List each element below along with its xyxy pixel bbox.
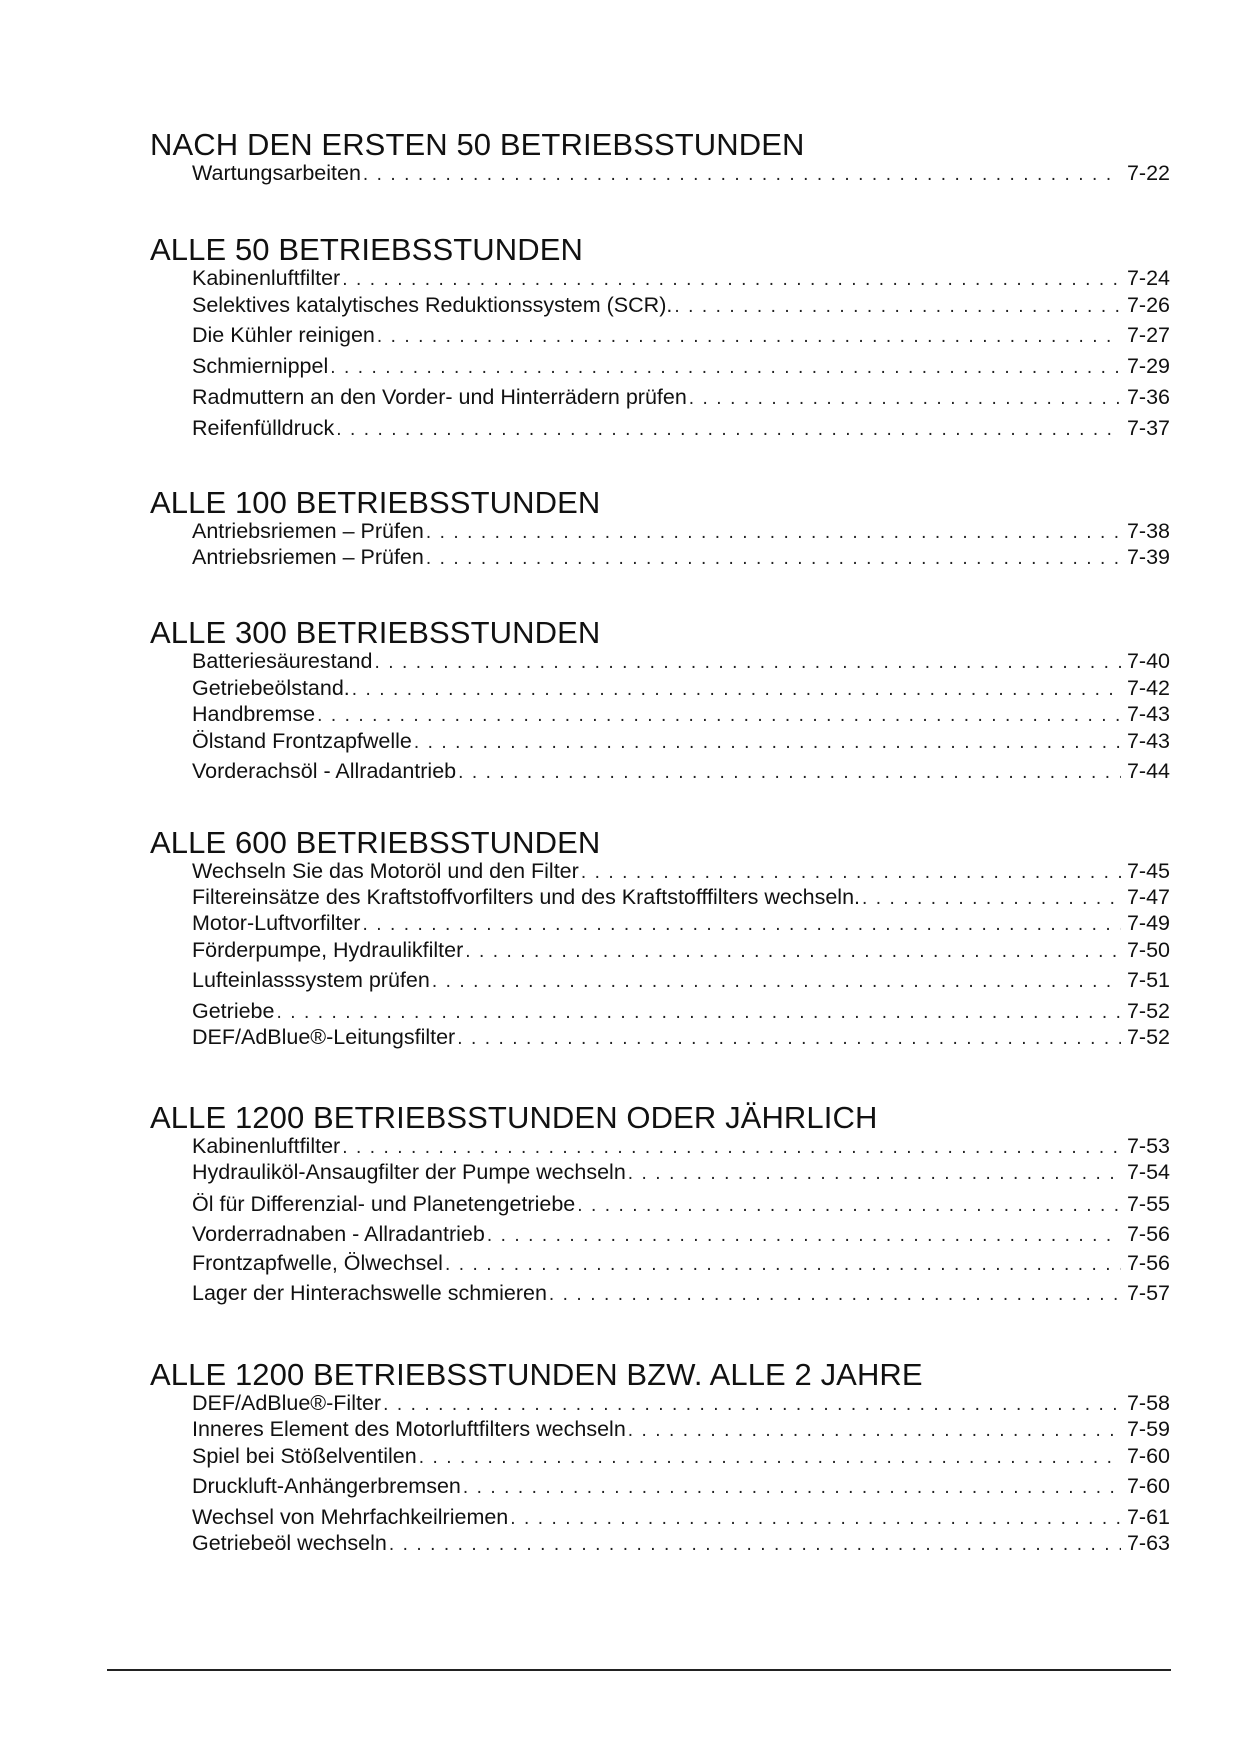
- entry-label: Batteriesäurestand: [192, 649, 373, 673]
- dot-leader: [628, 1161, 1121, 1187]
- entry-page-number: 7-38: [1126, 519, 1170, 543]
- dot-leader: [445, 1252, 1121, 1278]
- section-title: ALLE 100 BETRIEBSSTUNDEN: [150, 485, 601, 520]
- toc-entry[interactable]: [192, 701, 1170, 727]
- entry-page-number: 7-40: [1126, 649, 1170, 673]
- entry-page-number: 7-37: [1126, 416, 1170, 440]
- entry-page-number: 7-22: [1126, 161, 1170, 185]
- dot-leader: [510, 1506, 1121, 1532]
- entry-page-number: 7-43: [1126, 702, 1170, 726]
- entry-label: Wechsel von Mehrfachkeilriemen: [192, 1505, 509, 1529]
- entry-label: Vorderachsöl - Allradantrieb: [192, 759, 457, 783]
- toc-entry[interactable]: [192, 415, 1170, 441]
- toc-entry[interactable]: [192, 1250, 1170, 1276]
- entry-page-number: 7-60: [1126, 1474, 1170, 1498]
- dot-leader: [432, 969, 1121, 995]
- entry-label: Reifenfülldruck: [192, 416, 335, 440]
- entry-page-number: 7-53: [1126, 1134, 1170, 1158]
- entry-label: Lager der Hinterachswelle schmieren: [192, 1281, 547, 1305]
- dot-leader: [419, 1445, 1121, 1471]
- toc-entry[interactable]: [192, 1390, 1170, 1416]
- entry-label: Getriebeölstand.: [192, 676, 350, 700]
- dot-leader: [414, 730, 1121, 756]
- entry-page-number: 7-55: [1126, 1192, 1170, 1216]
- entry-page-number: 7-56: [1126, 1222, 1170, 1246]
- toc-entry[interactable]: [192, 858, 1170, 884]
- toc-entry[interactable]: [192, 1133, 1170, 1159]
- dot-leader: [342, 267, 1121, 293]
- entry-page-number: 7-59: [1126, 1417, 1170, 1441]
- entry-page-number: 7-27: [1126, 323, 1170, 347]
- entry-page-number: 7-49: [1126, 911, 1170, 935]
- toc-entry[interactable]: [192, 675, 1170, 701]
- entry-page-number: 7-56: [1126, 1251, 1170, 1275]
- toc-entry[interactable]: [192, 648, 1170, 674]
- toc-entry[interactable]: [192, 322, 1170, 348]
- toc-entry[interactable]: [192, 1416, 1170, 1442]
- entry-label: Antriebsriemen – Prüfen: [192, 545, 424, 569]
- dot-leader: [426, 520, 1121, 546]
- entry-label: Die Kühler reinigen: [192, 323, 375, 347]
- toc-entry[interactable]: [192, 728, 1170, 754]
- dot-leader: [465, 939, 1121, 965]
- dot-leader: [426, 546, 1121, 572]
- entry-label: Getriebe: [192, 999, 275, 1023]
- dot-leader: [362, 912, 1120, 938]
- entry-page-number: 7-44: [1126, 759, 1170, 783]
- dot-leader: [581, 860, 1121, 886]
- toc-entry[interactable]: [192, 518, 1170, 544]
- entry-page-number: 7-52: [1126, 999, 1170, 1023]
- toc-entry[interactable]: [192, 160, 1170, 186]
- dot-leader: [317, 703, 1121, 729]
- dot-leader: [363, 162, 1121, 188]
- entry-label: Lufteinlasssystem prüfen: [192, 968, 430, 992]
- entry-page-number: 7-58: [1126, 1391, 1170, 1415]
- dot-leader: [352, 677, 1121, 703]
- toc-entry[interactable]: [192, 1221, 1170, 1247]
- dot-leader: [577, 1193, 1121, 1219]
- entry-label: Antriebsriemen – Prüfen: [192, 519, 424, 543]
- table-of-contents: [150, 0, 1170, 1754]
- dot-leader: [487, 1223, 1121, 1249]
- entry-label: Radmuttern an den Vorder- und Hinterrädern prüfen: [192, 385, 687, 409]
- entry-label: Vorderradnaben - Allradantrieb: [192, 1222, 485, 1246]
- dot-leader: [862, 886, 1121, 912]
- entry-page-number: 7-54: [1126, 1160, 1170, 1184]
- dot-leader: [549, 1282, 1121, 1308]
- dot-leader: [342, 1135, 1121, 1161]
- entry-label: Wechseln Sie das Motoröl und den Filter: [192, 859, 579, 883]
- dot-leader: [389, 1532, 1121, 1558]
- entry-page-number: 7-57: [1126, 1281, 1170, 1305]
- entry-label: Kabinenluftfilter: [192, 266, 341, 290]
- entry-label: Frontzapfwelle, Ölwechsel: [192, 1251, 443, 1275]
- entry-label: Förderpumpe, Hydraulikfilter: [192, 938, 464, 962]
- toc-entry[interactable]: [192, 1443, 1170, 1469]
- entry-page-number: 7-43: [1126, 729, 1170, 753]
- dot-leader: [674, 294, 1121, 320]
- entry-label: Ölstand Frontzapfwelle: [192, 729, 412, 753]
- dot-leader: [377, 324, 1121, 350]
- entry-label: Öl für Differenzial- und Planetengetriebe: [192, 1192, 576, 1216]
- toc-entry[interactable]: [192, 292, 1170, 318]
- dot-leader: [383, 1392, 1121, 1418]
- section-title: ALLE 300 BETRIEBSSTUNDEN: [150, 615, 601, 650]
- footer-rule: [107, 1669, 1171, 1671]
- toc-entry[interactable]: [192, 1191, 1170, 1217]
- entry-page-number: 7-63: [1126, 1531, 1170, 1555]
- toc-entry[interactable]: [192, 967, 1170, 993]
- dot-leader: [628, 1418, 1121, 1444]
- section-title: ALLE 1200 BETRIEBSSTUNDEN ODER JÄHRLICH: [150, 1100, 878, 1135]
- entry-label: Getriebeöl wechseln: [192, 1531, 387, 1555]
- entry-page-number: 7-61: [1126, 1505, 1170, 1529]
- dot-leader: [463, 1475, 1121, 1501]
- toc-entry[interactable]: [192, 544, 1170, 570]
- entry-label: DEF/AdBlue®-Filter: [192, 1391, 382, 1415]
- toc-entry[interactable]: [192, 1159, 1170, 1185]
- entry-label: Motor-Luftvorfilter: [192, 911, 361, 935]
- entry-page-number: 7-45: [1126, 859, 1170, 883]
- entry-label: Spiel bei Stößelventilen: [192, 1444, 417, 1468]
- dot-leader: [330, 355, 1121, 381]
- entry-label: Hydrauliköl-Ansaugfilter der Pumpe wechseln: [192, 1160, 626, 1184]
- dot-leader: [689, 386, 1121, 412]
- toc-entry[interactable]: [192, 1530, 1170, 1556]
- entry-page-number: 7-52: [1126, 1025, 1170, 1049]
- toc-entry[interactable]: [192, 758, 1170, 784]
- entry-page-number: 7-50: [1126, 938, 1170, 962]
- section-title: ALLE 50 BETRIEBSSTUNDEN: [150, 232, 583, 267]
- entry-label: Druckluft-Anhängerbremsen: [192, 1474, 461, 1498]
- entry-page-number: 7-42: [1126, 676, 1170, 700]
- dot-leader: [374, 650, 1120, 676]
- entry-page-number: 7-29: [1126, 354, 1170, 378]
- toc-entry[interactable]: [192, 1504, 1170, 1530]
- toc-entry[interactable]: [192, 998, 1170, 1024]
- toc-entry[interactable]: [192, 1024, 1170, 1050]
- dot-leader: [336, 417, 1121, 443]
- entry-page-number: 7-26: [1126, 293, 1170, 317]
- section-title: ALLE 600 BETRIEBSSTUNDEN: [150, 825, 601, 860]
- entry-page-number: 7-36: [1126, 385, 1170, 409]
- toc-entry[interactable]: [192, 910, 1170, 936]
- section-title: NACH DEN ERSTEN 50 BETRIEBSSTUNDEN: [150, 127, 805, 162]
- section-title: ALLE 1200 BETRIEBSSTUNDEN BZW. ALLE 2 JAHRE: [150, 1357, 923, 1392]
- toc-entry[interactable]: [192, 1473, 1170, 1499]
- toc-entry[interactable]: [192, 265, 1170, 291]
- dot-leader: [457, 1026, 1121, 1052]
- entry-label: Filtereinsätze des Kraftstoffvorfilters und des Kraftstofffilters wechseln.: [192, 885, 861, 909]
- toc-entry[interactable]: [192, 353, 1170, 379]
- entry-page-number: 7-39: [1126, 545, 1170, 569]
- entry-label: Inneres Element des Motorluftfilters wechseln: [192, 1417, 626, 1441]
- entry-label: Wartungsarbeiten: [192, 161, 361, 185]
- dot-leader: [276, 1000, 1120, 1026]
- dot-leader: [458, 760, 1121, 786]
- entry-page-number: 7-24: [1126, 266, 1170, 290]
- toc-entry[interactable]: [192, 384, 1170, 410]
- entry-label: Selektives katalytisches Reduktionssystem (SCR).: [192, 293, 673, 317]
- toc-entry[interactable]: [192, 884, 1170, 910]
- entry-label: Handbremse: [192, 702, 316, 726]
- entry-label: DEF/AdBlue®-Leitungsfilter: [192, 1025, 456, 1049]
- toc-entry[interactable]: [192, 937, 1170, 963]
- entry-page-number: 7-60: [1126, 1444, 1170, 1468]
- entry-page-number: 7-51: [1126, 968, 1170, 992]
- entry-label: Schmiernippel: [192, 354, 329, 378]
- entry-label: Kabinenluftfilter: [192, 1134, 341, 1158]
- entry-page-number: 7-47: [1126, 885, 1170, 909]
- toc-entry[interactable]: [192, 1280, 1170, 1306]
